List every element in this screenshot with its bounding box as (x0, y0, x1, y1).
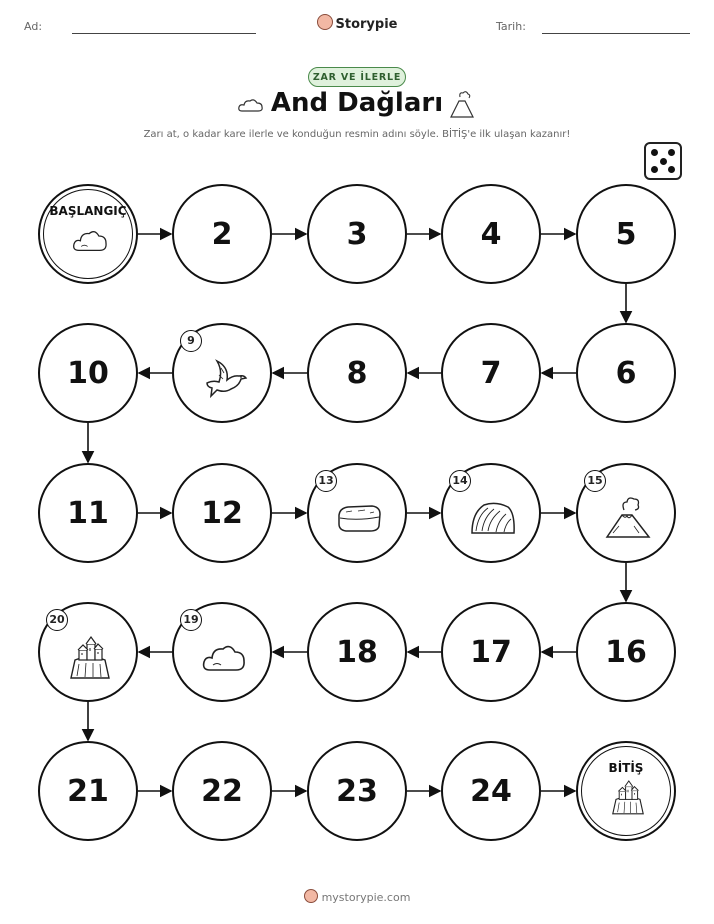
instructions: Zarı at, o kadar kare ilerle ve konduğun resmin adını söyle. BİTİŞ'e ilk ulaşan kazanır! (143, 129, 571, 140)
board-space-22 (172, 741, 272, 841)
board-space-4 (441, 184, 541, 284)
space-number: 2 (211, 217, 233, 252)
board-space-17 (441, 602, 541, 702)
board-space-15 (576, 463, 676, 563)
board-space-19 (172, 602, 272, 702)
space-number: 5 (615, 217, 637, 252)
space-number: 23 (336, 774, 378, 809)
board-space-2 (172, 184, 272, 284)
board-space-14 (441, 463, 541, 563)
space-number: 21 (67, 774, 109, 809)
footer-url: mystorypie.com (321, 891, 411, 904)
board-space-24 (441, 741, 541, 841)
space-number: 24 (470, 774, 512, 809)
board-space-18 (307, 602, 407, 702)
cloud-icon (199, 632, 249, 682)
board-space-7 (441, 323, 541, 423)
volcano-icon (603, 493, 653, 543)
dove-icon (199, 353, 249, 403)
mountain-town-icon (608, 777, 648, 817)
board-space-11 (38, 463, 138, 563)
brand-name: Storypie (335, 17, 398, 32)
space-number: 7 (480, 356, 502, 391)
space-number: 14 (449, 470, 471, 492)
board-space-21 (38, 741, 138, 841)
board-space-23 (307, 741, 407, 841)
space-number: 6 (615, 356, 637, 391)
name-label: Ad: (24, 20, 43, 33)
start-label: BAŞLANGIÇ (49, 204, 127, 218)
storypie-logo-icon (304, 889, 318, 903)
board-space-3 (307, 184, 407, 284)
space-number: 20 (46, 609, 68, 631)
space-number: 13 (315, 470, 337, 492)
space-number: 4 (480, 217, 502, 252)
board-space-12 (172, 463, 272, 563)
activity-badge: ZAR VE İLERLE (308, 67, 406, 87)
space-number: 11 (67, 496, 109, 531)
mountain-town-icon (65, 632, 115, 682)
page-title: And Dağları (270, 88, 444, 118)
footer (0, 889, 714, 904)
date-label: Tarih: (496, 20, 526, 33)
board-space-9 (172, 323, 272, 423)
board-space-8 (307, 323, 407, 423)
space-number: 19 (180, 609, 202, 631)
board-space-13 (307, 463, 407, 563)
finish-label: BİTİŞ (608, 761, 644, 775)
space-number: 22 (201, 774, 243, 809)
board-space-20 (38, 602, 138, 702)
space-number: 17 (470, 635, 512, 670)
board-space-6 (576, 323, 676, 423)
space-number: 16 (605, 635, 647, 670)
space-number: 12 (201, 496, 243, 531)
space-number: 3 (346, 217, 368, 252)
start-space (38, 184, 138, 284)
board-space-16 (576, 602, 676, 702)
space-number: 18 (336, 635, 378, 670)
board-space-5 (576, 184, 676, 284)
rock-slab-icon (334, 493, 384, 543)
space-number: 15 (584, 470, 606, 492)
finish-space (576, 741, 676, 841)
space-number: 9 (180, 330, 202, 352)
cloud-icon (70, 220, 110, 260)
space-number: 8 (346, 356, 368, 391)
board-space-10 (38, 323, 138, 423)
space-number: 10 (67, 356, 109, 391)
rock-layers-icon (468, 493, 518, 543)
